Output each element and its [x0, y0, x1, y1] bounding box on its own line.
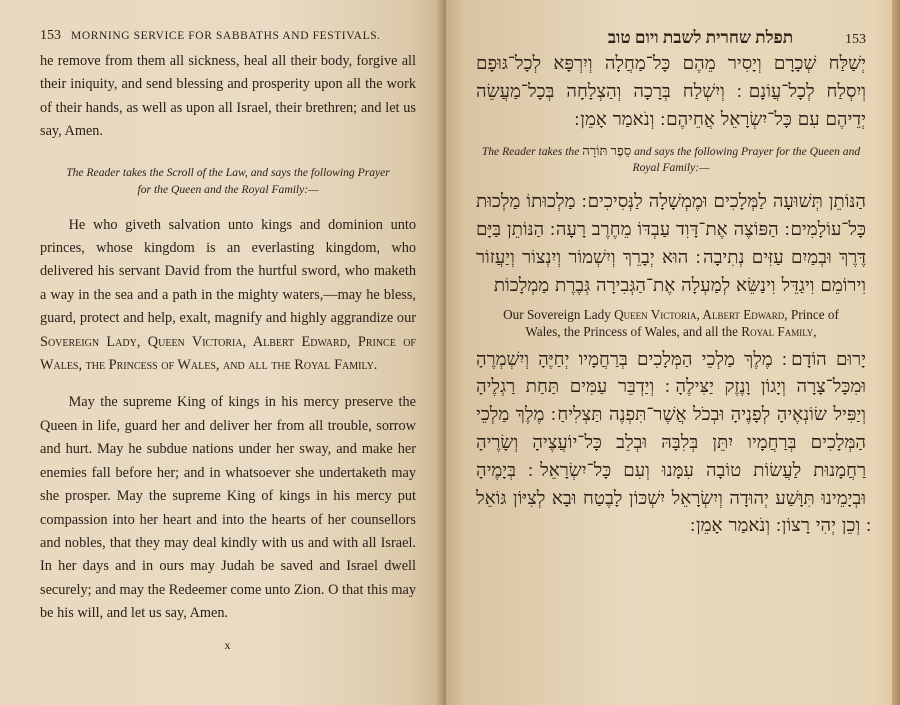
right-english-sc2: Royal Family, [741, 323, 817, 339]
right-english-b: Prince of Wales, the Princess of Wales, and all the [525, 306, 839, 339]
signature-mark: x [224, 637, 232, 652]
left-paragraph-2-text: He who giveth salvation unto kings and dominion unto princes, whose kingdom is an everlasting kingdom, who delivered his servant David from the hurtful sword, who maketh a way in the sea and a path in the mighty waters,—may he bless, guard, protect and help, exalt, magnify and highly aggrandize our [40, 216, 416, 327]
right-page-number: 153 [845, 32, 866, 47]
left-rubric: The Reader takes the Scroll of the Law, and says the following Prayer for the Queen and the Royal Family:— [66, 165, 390, 196]
left-paragraph-3: May the supreme King of kings in his mercy preserve the Queen in life, guard her and deliver her from all trouble, sorrow and hurt. May he subdue nations under her sway, and make her enemies fall before her; and in whatsoever she undertaketh may she prosper. May the supreme King of kings in his mercy put compassion into her heart and into the hearts of her counsellors and nobles, that they may deal kindly with us and with all Israel. In her days and in ours may Judah be saved and Israel dwell securely; and may the Redeemer come unto Zion. O that this may be his will, and let us say, Amen. [40, 394, 416, 622]
right-english-sc1: Queen Victoria, Albert Edward, [614, 306, 788, 322]
left-paragraph-1: he remove from them all sickness, heal all their body, forgive all their iniquity, and send blessing and prosperity upon all the work of their hands, as well as upon all Israel, their brethren; and let us say, Amen. [40, 53, 416, 140]
right-english-insert [486, 306, 856, 340]
left-page-number: 153 [40, 28, 61, 43]
right-rubric [476, 143, 866, 176]
royal-names-smallcaps: Sovereign Lady, Queen Victoria, Albert Edward, Prince of Wales, the Princess of Wales, and all the Royal Family. [40, 333, 416, 374]
right-rubric-a: The Reader takes the [481, 145, 583, 159]
right-page [446, 0, 900, 705]
left-running-head [40, 28, 416, 44]
left-page [0, 0, 446, 705]
right-english-a: Our Sovereign Lady [503, 306, 615, 322]
right-running-head [476, 28, 866, 48]
hebrew-paragraph-1: יְשַׁלַּח שְׁכָרָם וְיָסִיר מֵהֶם כָּל־מַחֲלָה וְיִרְפָּא לְכָל־גּוּפָם וְיִסְלַח לְכָל־עֲוֹנָם ׃ וְיִשְׁלַח בְּרָכָה וְהַצְלָחָה בְּכָל־מַעֲשֵׂה יְדֵיהֶם עִם כָּל־יִשְׂרָאֵל אֲחֵיהֶם ׃ וְנֹאמַר אָמֵן ׃ [476, 53, 866, 130]
left-running-title: MORNING SERVICE FOR SABBATHS AND FESTIVALS. [71, 30, 381, 42]
right-rubric-hebrew: סֵפֶר תּוֹרָה [582, 143, 632, 159]
right-running-title: תפלת שחרית לשבת ויום טוב [607, 28, 794, 47]
left-paragraph-2 [40, 214, 416, 378]
page-edge [892, 0, 900, 705]
right-rubric-b: and says the following Prayer for the Queen and Royal Family:— [631, 145, 861, 175]
hebrew-paragraph-3: יָרוּם הוֹדָם ׃ מֶלֶךְ מַלְכֵי הַמְּלָכִים בְּרַחֲמָיו יְחַיֶּהָ וְיִשְׁמְרֶהָ וּמִכָּל־צָרָה וְיָגוֹן וָנֶזֶק יַצִּילֶהָ ׃ וְיַדְבֵּר עַמִּים תַּחַת רַגְלֶיהָ וְיַפִּיל שׂוֹנְאֶיהָ לְפָנֶיהָ וּבְכֹל אֲשֶׁר־תִּפְנֶה תַּצְלִיחַ ׃ מֶלֶךְ מַלְכֵי הַמְּלָכִים בְּרַחֲמָיו יִתֵּן בְּלִבָּהּ וּבְלֵב כָּל־יוֹעֲצֶיהָ וְשָׂרֶיהָ רַחֲמָנוּת לַעֲשׂוֹת טוֹבָה עִמָּנוּ וְעִם כָּל־יִשְׂרָאֵל ׃ בְּיָמֶיהָ וּבְיָמֵינוּ תִּוָּשַׁע יְהוּדָה וְיִשְׂרָאֵל יִשְׁכּוֹן לָבֶטַח וּבָא לְצִיּוֹן גּוֹאֵל ׃ וְכֵן יְהִי רָצוֹן ׃ וְנֹאמַר אָמֵן ׃ [476, 348, 866, 537]
hebrew-paragraph-2: הַנּוֹתֵן תְּשׁוּעָה לַמְּלָכִים וּמֶמְשָׁלָה לַנְּסִיכִים ׃ מַלְכוּתוֹ מַלְכוּת כָּל־עוֹלָמִים ׃ הַפּוֹצֶה אֶת־דָּוִד עַבְדּוֹ מֵחֶרֶב רָעָה ׃ הַנּוֹתֵן בַּיָּם דֶּרֶךְ וּבְמַיִם עַזִּים נְתִיבָה ׃ הוּא יְבָרֵךְ וְיִשְׁמוֹר וְיִנְצוֹר וְיַעֲזוֹר וִירוֹמֵם וִיגַדֵּל וִינַשֵּׂא לְמַעְלָה אֶת־הַגְּבִירָה גְּבֶרֶת מַמְלָכוֹת [476, 191, 866, 296]
